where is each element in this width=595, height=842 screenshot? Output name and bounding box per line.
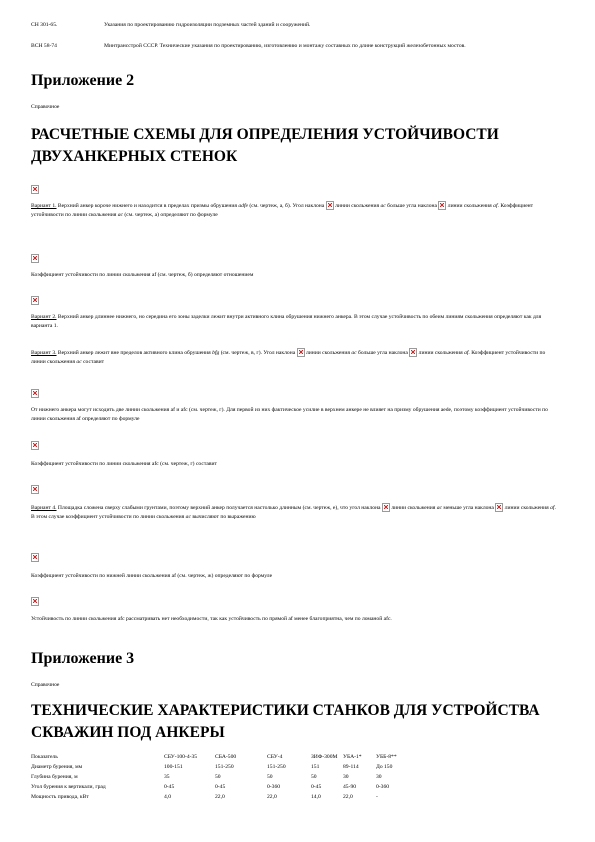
text-run: (см. чертеж, в, г). Угол наклона [219,349,297,356]
variant-label: Вариант 1. [31,202,57,209]
text-run: вычисляют по выражению [190,513,256,520]
variant-label: Вариант 4. [31,504,57,511]
broken-image-icon [31,185,39,194]
table-cell: 0-360 [267,784,281,790]
table-cell: 4,0 [164,794,171,800]
appendix-heading: Приложение 2 [31,72,135,89]
broken-image-icon [438,201,446,210]
formula-image [31,180,39,198]
broken-image-icon [31,441,39,450]
paragraph: Коэффициент устойчивости по линии скольжения af (см. чертеж, б) определяют отношением [31,272,254,278]
text-run: bfg [212,349,220,356]
paragraph: От нижнего анкера могут исходить две линии скольжения af и afc (см. чертеж, г). Для первой из них фактическое усилие в верхнем анкере не влияет на призму обрушения aede, поэтому коэффициент устойчивости по линии скольжения af определяют по формуле [31,407,548,422]
column-header: УББ-8** [376,754,397,760]
appendix-reference-label: Справочное [31,104,60,110]
formula-image [31,436,39,454]
text-run: линии скольжения [333,202,381,209]
text-run: . Коэффициент устойчивости по линии скольжения [31,349,546,365]
reference-code: ВСН 58-74 [31,43,57,49]
text-run: меньше угла наклона [442,504,496,511]
table-cell: 89-114 [343,764,359,770]
formula-image [31,249,39,267]
column-header: ЗИФ-300М [311,754,338,760]
text-run: . В этом случае коэффициент устойчивости по линии скольжения [31,504,556,520]
column-header: СБА-500 [215,754,237,760]
text-run: Верхний анкер длиннее нижнего, но середина его зоны заделки лежит внутри активного клина обрушения нижнего анкера. В этом случае устойчивость по обеим линиям скольжения определяют как для варианта 1. [31,314,542,329]
appendix-title: РАСЧЕТНЫЕ СХЕМЫ ДЛЯ ОПРЕДЕЛЕНИЯ УСТОЙЧИВОСТИ ДВУХАНКЕРНЫХ СТЕНОК [31,126,499,165]
text-run: ac [117,211,123,218]
table-cell: 0-45 [311,784,322,790]
variant-4-paragraph [31,503,556,522]
text-run: af [464,349,469,356]
paragraph: Коэффициент устойчивости по линии скольжения afc (см. чертеж, г) составит [31,461,217,467]
text-run: Верхний анкер лежит вне пределов активного клина обрушения [56,349,213,356]
broken-image-icon [31,485,39,494]
table-cell: - [376,794,378,800]
table-row [31,764,416,774]
column-header: СБУ-4 [267,754,283,760]
broken-image-icon [31,254,39,263]
text-run: больше угла наклона [356,349,410,356]
column-header: СБУ-100-4-35 [164,754,198,760]
column-header: Показатель [31,754,58,760]
specs-table [31,754,416,804]
table-cell: 22,0 [215,794,225,800]
text-run: линии скольжения [503,504,551,511]
paragraph: Коэффициент устойчивости по нижней линии скольжения af (см. чертеж, ж) определяют по формуле [31,573,273,579]
table-cell: 50 [311,774,317,780]
text-run: линии скольжения [446,202,494,209]
appendix-title: ТЕХНИЧЕСКИЕ ХАРАКТЕРИСТИКИ СТАНКОВ ДЛЯ УСТРОЙСТВА СКВАЖИН ПОД АНКЕРЫ [31,702,540,741]
broken-image-icon [495,503,503,512]
text-run: больше угла наклона [385,202,439,209]
broken-image-icon [31,389,39,398]
table-cell: 151 [311,764,320,770]
table-cell: 151-250 [215,764,234,770]
table-row [31,774,416,784]
table-cell: 0-45 [164,784,175,790]
variant-label: Вариант 3. [31,349,57,356]
appendix-heading: Приложение 3 [31,650,135,667]
text-run: ac [76,358,82,365]
table-cell: 14,0 [311,794,321,800]
table-cell: 30 [376,774,382,780]
broken-image-icon [409,348,417,357]
text-run: Площадка сложена сверху слабыми грунтами, поэтому верхний анкер получается настолько длинным (см. чертеж, е), что угол наклона [56,504,382,511]
broken-image-icon [382,503,390,512]
text-run: af [550,504,555,511]
text-run: ac [436,504,443,511]
text-run: Верхний анкер короче нижнего и находится в пределах призмы обрушения [56,202,239,209]
text-run: ac [185,513,191,520]
paragraph: Устойчивость по линии скольжения afc рассматривать нет необходимости, так как устойчивость по прямой af менее благоприятна, чем по ломаной afc. [31,616,392,622]
appendix-reference-label: Справочное [31,682,60,688]
table-cell: 0-45 [215,784,226,790]
formula-image [31,480,39,498]
text-run: af [493,202,498,209]
table-cell: 50 [215,774,221,780]
reference-text: Минтрансстрой СССР. Технические указания по проектированию, изготовлению и монтажу составных по длине конструкций железобетонных мостов. [104,43,466,49]
broken-image-icon [326,201,334,210]
table-cell: Мощность привода, кВт [31,794,89,800]
table-cell: 0-360 [376,784,390,790]
formula-image [31,548,39,566]
formula-image [31,384,39,402]
broken-image-icon [31,553,39,562]
table-row [31,794,416,804]
table-cell: 22,0 [267,794,277,800]
table-cell: Угол бурения к вертикали, град [31,784,106,790]
text-run: . Коэффициент устойчивости по линии скольжения [31,202,534,218]
broken-image-icon [31,296,39,305]
text-run: ac [351,349,357,356]
formula-image [31,291,39,309]
text-run: линии скольжения [389,504,437,511]
text-run: линии скольжения [304,349,352,356]
text-run: (см. чертеж, а) определяют по формуле [122,211,218,218]
variant-2-paragraph [31,313,556,331]
broken-image-icon [31,597,39,606]
variant-1-paragraph [31,201,556,220]
broken-image-icon [297,348,305,357]
text-run: линии скольжения [417,349,465,356]
table-cell: 50 [267,774,273,780]
table-cell: До 150 [376,764,393,770]
text-run: составит [81,358,105,365]
table-cell: 151-250 [267,764,286,770]
reference-text: Указания по проектированию гидроизоляции подземных частей зданий и сооружений. [104,22,311,28]
table-row [31,784,416,794]
table-cell: Глубина бурения, м [31,774,78,780]
variant-3-paragraph [31,348,556,367]
formula-image [31,592,39,610]
table-cell: 22,0 [343,794,353,800]
table-cell: Диаметр бурения, мм [31,764,83,770]
column-header: УБА-1* [343,754,362,760]
reference-code: СН 301-65. [31,22,58,28]
table-header-row [31,754,416,764]
table-cell: 100-151 [164,764,183,770]
table-cell: 35 [164,774,170,780]
text-run: ac [380,202,386,209]
variant-label: Вариант 2. [31,314,57,320]
table-cell: 45-90 [343,784,357,790]
text-run: adfe [238,202,248,209]
table-cell: 30 [343,774,349,780]
text-run: (см. чертеж, а, б). Угол наклона [248,202,326,209]
